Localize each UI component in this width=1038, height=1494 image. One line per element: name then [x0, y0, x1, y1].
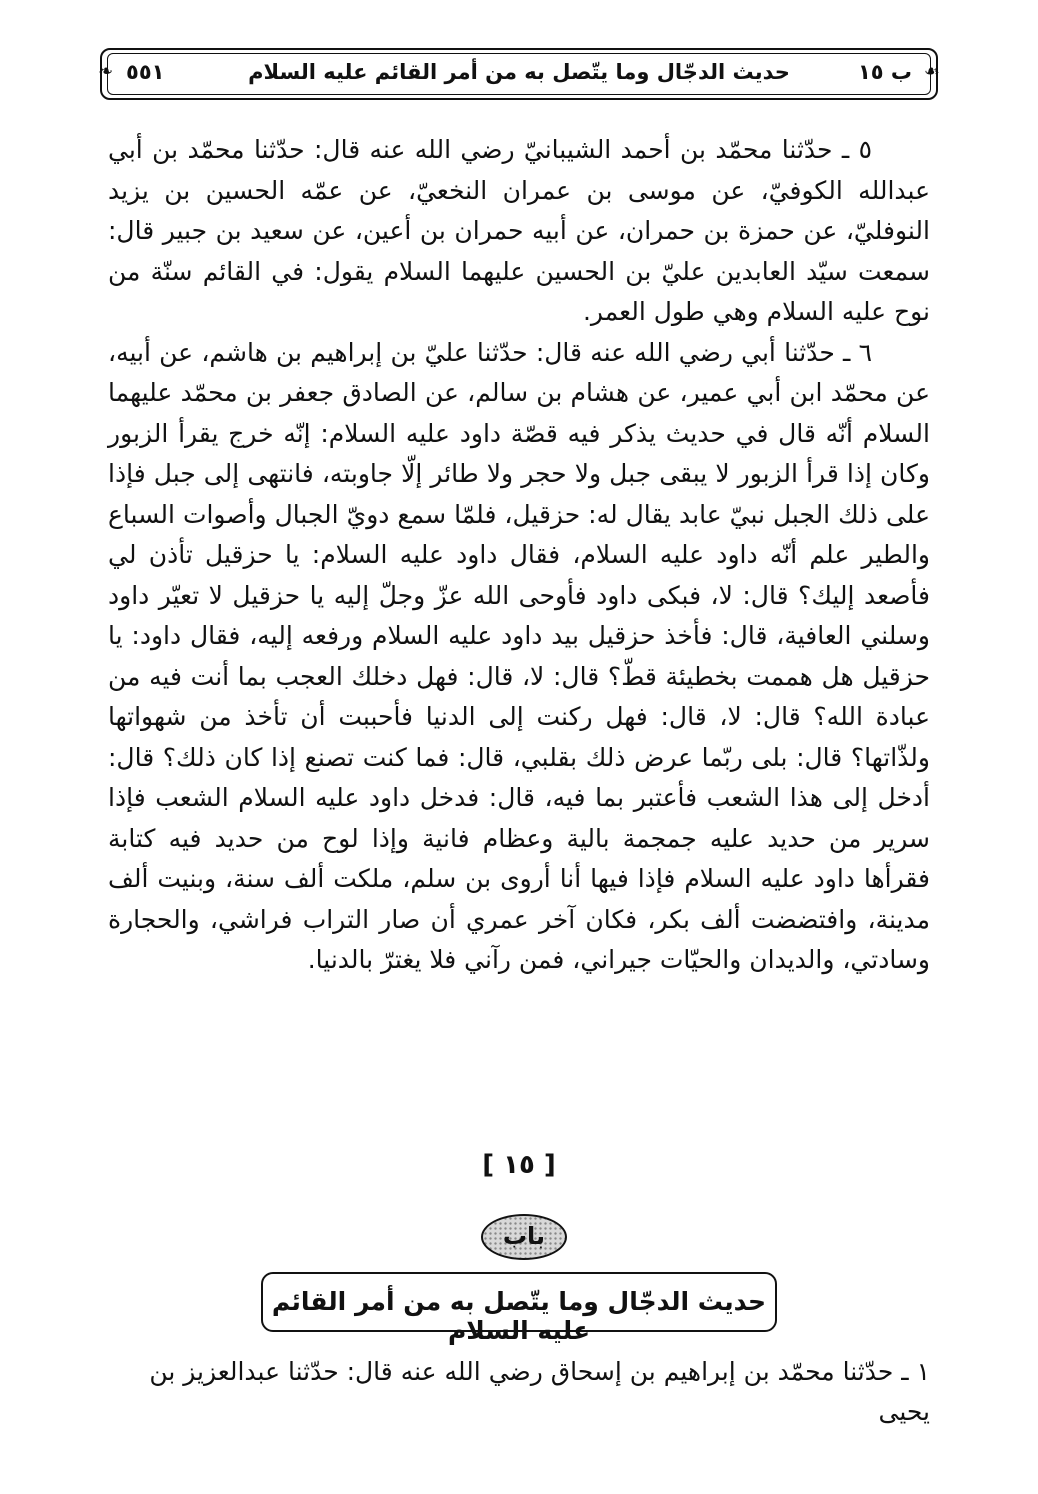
bab-ornament — [481, 1214, 567, 1260]
header-ornament-right-icon: ☙ — [923, 61, 940, 82]
bab-label: باب — [502, 1222, 546, 1250]
paragraph-narration-5: ٥ ـ حدّثنا محمّد بن أحمد الشيبانيّ رضي الله عنه قال: حدّثنا محمّد بن أبي عبدالله الكوفيّ، عن موسى بن عمران النخعيّ، عن عمّه الحسين بن يزيد النوفليّ، عن حمزة بن حمران، عن أبيه حمران بن أعين، عن سعيد بن جبير قال: سمعت سيّد العابدين عليّ بن الحسين عليهما السلام يقول: في القائم سنّة من نوح عليه السلام وهي طول العمر. — [108, 135, 930, 326]
paragraph-narration-1: ١ ـ حدّثنا محمّد بن إبراهيم بن إسحاق رضي الله عنه قال: حدّثنا عبدالعزيز بن يحيى — [149, 1357, 930, 1426]
chapter-reference: ب ١٥ — [857, 60, 912, 84]
header-ornament-left-icon: ❧ — [98, 61, 114, 82]
paragraph-narration-6: ٦ ـ حدّثنا أبي رضي الله عنه قال: حدّثنا عليّ بن إبراهيم بن هاشم، عن أبيه، عن محمّد ابن أبي عمير، عن هشام بن سالم، عن الصادق جعفر بن محمّد عليهما السلام أنّه قال في حديث يذكر فيه قصّة داود عليه السلام: إنّه خرج يقرأ الزبور وكان إذا قرأ الزبور لا يبقى جبل ولا حجر ولا طائر إلّا جاوبته، فانتهى إلى جبل فإذا على ذلك الجبل نبيّ عابد يقال له: حزقيل، فلمّا سمع دويّ الجبال وأصوات السباع والطير علم أنّه داود عليه السلام، فقال داود عليه السلام: يا حزقيل تأذن لي فأصعد إليك؟ قال: لا، فبكى داود فأوحى الله عزّ وجلّ إليه يا حزقيل لا تعيّر داود وسلني العافية، قال: فأخذ حزقيل بيد داود عليه السلام ورفعه إليه، فقال داود: يا حزقيل هل هممت بخطيئة قطّ؟ قال: لا، قال: فهل دخلك العجب بما أنت فيه من عبادة الله؟ قال: لا، قال: فهل ركنت إلى الدنيا فأحببت أن تأخذ من شهواتها ولذّاتها؟ قال: بلى ربّما عرض ذلك بقلبي، قال: فما كنت تصنع إذا كان ذلك؟ قال: أدخل إلى هذا الشعب فأعتبر بما فيه، قال: فدخل داود عليه السلام الشعب فإذا سرير من حديد عليه جمجمة بالية وعظام فانية وإذا لوح من حديد فيه كتابة فقرأها داود عليه السلام فإذا فيها أنا أروى بن سلم، ملكت ألف سنة، وبنيت ألف مدينة، وافتضضت ألف بكر، فكان آخر عمري أن صار التراب فراشي، والحجارة وسادتي، والديدان والحيّات جيراني، فمن رآني فلا يغترّ بالدنيا. — [108, 337, 930, 974]
section-number: [ ١٥ ] — [482, 1150, 556, 1180]
running-title: حديث الدجّال وما يتّصل به من أمر القائم عليه السلام — [248, 60, 790, 84]
chapter-title-box — [261, 1272, 777, 1345]
chapter-title: حديث الدجّال وما يتّصل به من أمر القائم عليه السلام — [271, 1287, 767, 1345]
body-text — [108, 130, 930, 981]
running-header — [100, 48, 938, 100]
page-number: ٥٥١ — [126, 60, 165, 84]
